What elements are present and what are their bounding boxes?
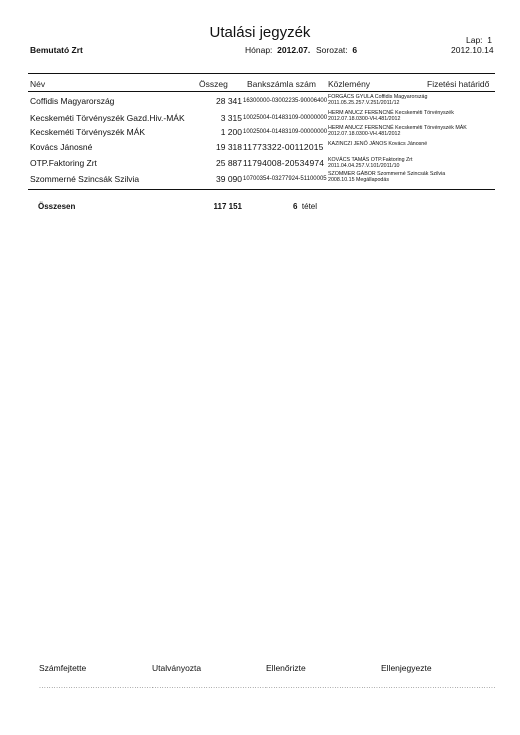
signature-line-4: ............................................... (381, 683, 496, 690)
row-notice (328, 171, 445, 184)
col-notice-header: Közlemény (328, 79, 371, 89)
row-account: 16300000-03002235-90006400 (243, 98, 328, 104)
signature-line-1: ............................................... (39, 683, 154, 690)
row-notice-line2: 2008.10.15 Megállapodás (328, 177, 389, 184)
row-amount: 25 887 (216, 158, 242, 168)
month-field (245, 45, 310, 55)
row-amount: 1 200 (220, 127, 242, 137)
totals-amount: 117 151 (213, 202, 242, 211)
row-notice (328, 94, 427, 107)
row-account: 11794008-20534974 (243, 158, 325, 168)
document-date: 2012.10.14 (451, 45, 494, 55)
series-value: 6 (352, 45, 358, 55)
row-notice-line2: 2011.04.04.257.V.101/2011/10 (328, 163, 400, 170)
signature-label-4: Ellenjegyezte (381, 663, 432, 673)
col-amount-header: Összeg (199, 79, 228, 89)
header-top-rule (28, 73, 495, 74)
col-account-header: Bankszámla szám (247, 79, 316, 89)
row-account: 11773322-00112015 (243, 142, 324, 152)
totals-count (293, 202, 317, 211)
row-notice-line2: 2012.07.18.0300-VH.481/2012 (328, 131, 401, 138)
row-notice (328, 141, 427, 147)
row-amount: 39 090 (216, 174, 242, 184)
row-account: 10025004-01483109-00000000 (243, 129, 328, 135)
header-bottom-rule (28, 91, 495, 92)
row-notice-line1: KAZINCZI JENŐ JÁNOS Kovács Jánosné (328, 141, 428, 147)
signature-line-2: ............................................... (152, 683, 267, 690)
row-notice (328, 157, 412, 170)
document-title: Utalási jegyzék (209, 24, 311, 41)
row-notice-line2: 2011.05.25.257.V.251/2011/12 (328, 100, 400, 107)
col-deadline-header: Fizetési határidő (427, 79, 490, 89)
row-name: OTP.Faktoring Zrt (30, 158, 97, 168)
totals-label: Összesen (38, 202, 76, 211)
row-notice-line1: SZOMMER GÁBOR Szommerné Szincsák Szilvia (328, 171, 446, 177)
row-amount: 28 341 (216, 96, 242, 106)
row-name: Kovács Jánosné (30, 142, 93, 152)
signature-label-3: Ellenőrizte (266, 663, 306, 673)
row-amount: 19 318 (216, 142, 242, 152)
signature-label-2: Utalványozta (152, 663, 202, 673)
row-name: Coffidis Magyarország (30, 96, 115, 106)
row-name: Szommerné Szincsák Szilvia (30, 174, 140, 184)
totals-rule (28, 189, 495, 190)
row-amount: 3 315 (220, 113, 242, 123)
row-notice-line1: HERM ANUCZ FERENCNÉ Kecskeméti Törvényszék MÁK (328, 125, 467, 131)
page-label: Lap: (466, 35, 483, 45)
company-name: Bemutató Zrt (30, 45, 83, 55)
row-notice-line1: HERM ANUCZ FERENCNÉ Kecskeméti Törvényszék (328, 110, 454, 116)
row-notice-line1: FORGÁCS GYULA Coffidis Magyarország (328, 94, 428, 100)
page-indicator (466, 35, 492, 45)
signature-line-3: ............................................... (266, 683, 381, 690)
page-number: 1 (487, 35, 493, 45)
totals-count-unit: tétel (301, 202, 318, 211)
month-label: Hónap: (245, 45, 273, 55)
row-notice-line1: KOVÁCS TAMÁS OTP.Faktoring Zrt (328, 157, 413, 163)
row-name: Kecskeméti Törvényszék Gazd.Hiv.-MÁK (30, 113, 185, 123)
totals-count-value: 6 (293, 202, 298, 211)
row-notice (328, 110, 454, 123)
col-name-header: Név (30, 79, 46, 89)
row-account: 10700354-03277924-51100005 (243, 176, 327, 182)
row-notice-line2: 2012.07.18.0300-VH.481/2012 (328, 116, 401, 123)
series-label: Sorozat: (316, 45, 348, 55)
signature-label-1: Számfejtette (39, 663, 87, 673)
row-name: Kecskeméti Törvényszék MÁK (30, 127, 146, 137)
series-field (316, 45, 357, 55)
row-account: 10025004-01483109-00000000 (243, 115, 328, 121)
month-value: 2012.07. (277, 45, 311, 55)
row-notice (328, 125, 467, 138)
